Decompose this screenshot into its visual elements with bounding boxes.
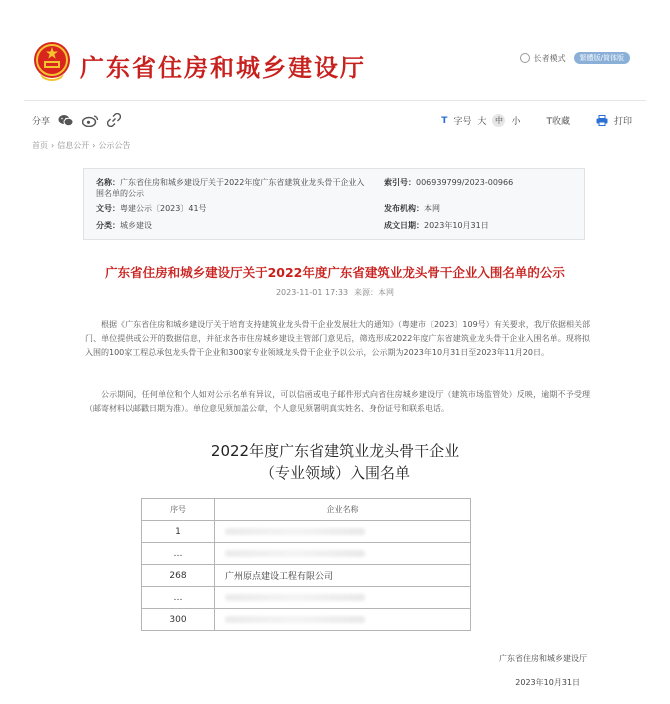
print-icon[interactable]: [596, 115, 608, 126]
notice-title: 广东省住房和城乡建设厅关于2022年度广东省建筑业龙头骨干企业入围名单的公示: [105, 265, 565, 280]
weibo-icon[interactable]: [82, 114, 99, 127]
header-tools: [520, 52, 630, 64]
row-number: 300: [142, 609, 215, 631]
info-index: [384, 177, 513, 188]
info-category-value: 城乡建设: [120, 221, 152, 230]
font-size-label: 字号: [453, 117, 472, 127]
breadcrumb-announcements[interactable]: 公示公告: [98, 141, 131, 150]
info-doc-value: 粤建公示〔2023〕41号: [120, 204, 207, 213]
info-name: [96, 177, 366, 199]
table-row: [142, 609, 471, 631]
info-date-value: 2023年10月31日: [424, 221, 489, 230]
header-divider: [24, 100, 646, 101]
notice-datetime: 2023-11-01 17:33: [275, 288, 349, 297]
info-doc-key: 文号：: [96, 204, 120, 213]
font-medium-button[interactable]: 中: [492, 114, 505, 127]
reading-tools: [441, 114, 632, 127]
info-issuer: [384, 203, 440, 214]
document-info-box: [83, 168, 585, 240]
breadcrumb: 首页 › 信息公开 › 公示公告: [32, 141, 131, 150]
font-small-button[interactable]: 小: [511, 117, 521, 127]
signature-org: 广东省住房和城乡建设厅: [499, 654, 587, 663]
print-button[interactable]: 打印: [613, 117, 632, 127]
notice-source: 来源：本网: [354, 288, 395, 297]
info-date-key: 成文日期：: [384, 221, 424, 230]
care-mode-label: 长者模式: [533, 53, 566, 63]
row-company-name: [215, 543, 471, 565]
row-company-name: 广州原点建设工程有限公司: [215, 565, 471, 587]
care-mode-icon: [520, 53, 530, 63]
info-index-value: 006939799/2023-00966: [416, 178, 514, 187]
info-name-key: 名称：: [96, 178, 120, 187]
breadcrumb-home[interactable]: 首页: [32, 141, 48, 150]
signature-date: 2023年10月31日: [515, 678, 580, 687]
info-category-key: 分类：: [96, 221, 120, 230]
info-name-value-2: 围名单的公示: [96, 189, 144, 198]
row-company-name: [215, 521, 471, 543]
row-company-name: [215, 587, 471, 609]
share-bar: [32, 113, 121, 127]
info-doc-no: [96, 203, 207, 214]
language-toggle[interactable]: 繁體版/简体版: [574, 52, 630, 64]
copy-link-icon[interactable]: [107, 113, 121, 127]
row-company-name: [215, 609, 471, 631]
font-large-button[interactable]: 大: [477, 117, 487, 127]
info-category: [96, 220, 152, 231]
table-header-row: [142, 499, 471, 521]
font-size-icon: T: [441, 115, 448, 126]
info-issuer-value: 本网: [424, 204, 440, 213]
wechat-icon[interactable]: [58, 114, 74, 127]
table-row: [142, 543, 471, 565]
site-title: 广东省住房和城乡建设厅: [80, 54, 366, 82]
table-row: [142, 565, 471, 587]
redacted-text: [225, 528, 365, 535]
redacted-text: [225, 550, 365, 557]
notice-meta: [60, 287, 610, 298]
breadcrumb-info-public[interactable]: 信息公开: [57, 141, 90, 150]
row-number: …: [142, 587, 215, 609]
info-issuer-key: 发布机构：: [384, 204, 424, 213]
care-mode-toggle[interactable]: [520, 53, 566, 64]
table-row: [142, 521, 471, 543]
redacted-text: [225, 594, 365, 601]
list-title: [60, 440, 610, 484]
notice-paragraph-2: 公示期间，任何单位和个人如对公示名单有异议，可以信函或电子邮件形式向省住房城乡建设厅（建筑市场监管处）反映，逾期不予受理（邮寄材料以邮戳日期为准）。单位意见须加盖公章，个人意见须署明真实姓名、身份证号和联系电话。: [85, 390, 590, 413]
list-title-line-1: 2022年度广东省建筑业龙头骨干企业: [210, 442, 460, 460]
shortlist-table: [141, 498, 471, 631]
info-date: [384, 220, 489, 231]
favorite-button[interactable]: T收藏: [546, 117, 570, 127]
info-name-value-1: 广东省住房和城乡建设厅关于2022年度广东省建筑业龙头骨干企业入: [120, 178, 365, 187]
info-index-key: 索引号：: [384, 178, 416, 187]
row-number: 268: [142, 565, 215, 587]
list-title-line-2: （专业领域）入围名单: [259, 464, 410, 482]
table-row: [142, 587, 471, 609]
col-header-no: 序号: [142, 499, 215, 521]
share-label: 分享: [32, 116, 51, 127]
redacted-text: [225, 616, 365, 623]
national-emblem-icon: [32, 40, 72, 84]
row-number: 1: [142, 521, 215, 543]
row-number: …: [142, 543, 215, 565]
notice-paragraph-1: 根据《广东省住房和城乡建设厅关于培育支持建筑业龙头骨干企业发展壮大的通知》（粤建市〔2023〕109号）有关要求，我厅依据相关部门、单位提供或公开的数据信息，并征求各市住房城乡建设主管部门意见后，筛选形成2022年度广东省建筑业龙头骨干企业入围名单。现将拟入围的100家工程总承包龙头骨干企业和300家专业领域龙头骨干企业予以公示，公示期为2023年10月31日至2023年11月20日。: [85, 320, 590, 357]
col-header-name: 企业名称: [215, 499, 471, 521]
